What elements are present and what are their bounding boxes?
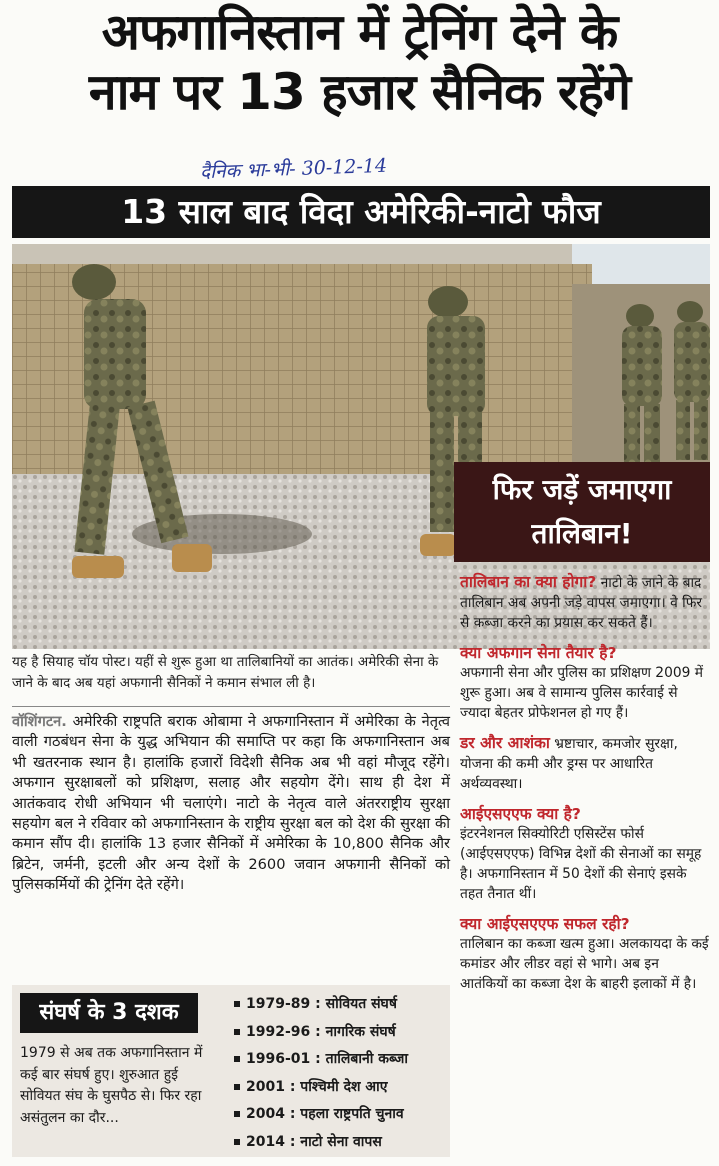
bullet-icon — [234, 1001, 240, 1007]
bullet-icon — [234, 1084, 240, 1090]
timeline-event: 2001 : पश्चिमी देश आए — [234, 1074, 446, 1102]
sidebar-question: आईएसएएफ क्या है? — [460, 805, 581, 823]
sidebar-item — [460, 733, 710, 794]
timeline-box — [12, 985, 450, 1157]
article-text: अमेरिकी राष्ट्रपति बराक ओबामा ने अफगानिस्तान में अमेरिका के नेतृत्व वाली गठबंधन सेना के युद्ध अभियान की समाप्ति पर कहा कि अफगानिस्तान अब भी खतरनाक स्थान है। हालांकि हजारों विदेशी सैनिक अब भी वहां मौजूद रहेंगे। अफगान सुरक्षाबलों को प्रशिक्षण, सलाह और सहयोग देंगे। साथ ही देश में आतंकवाद रोधी अभियान भी चलाएंगे। नाटो के नेतृत्व वाले अंतरराष्ट्रीय सुरक्षा सहयोग बल ने रविवार को अफगानिस्तान के राष्ट्रीय सुरक्षा बल को देश की सुरक्षा की कमान सौंप दी। हालांकि 13 हजार सैनिकों में अमेरिका के 10,800 सैनिक और ब्रिटेन, जर्मनी, इटली और अन्य देशों के 2600 जवान अफगानी सैनिकों को पुलिसकर्मियों की ट्रेनिंग देते रहेंगे। — [12, 713, 451, 894]
sidebar-answer: नाटो के जाने के बाद तालिबान अब अपनी जड़े वापस जमाएगा। वे फिर से कब्जा करने का प्रयास कर सकते हैं। — [460, 575, 703, 631]
subheadline-bar: 13 साल बाद विदा अमेरिकी-नाटो फौज — [12, 186, 710, 238]
sidebar-item — [460, 572, 710, 633]
sidebar-title-line-2: तालिबान! — [531, 517, 633, 550]
bullet-icon — [234, 1029, 240, 1035]
headline-line-1: अफगानिस्तान में ट्रेनिंग देने के — [101, 3, 618, 61]
sidebar-question: तालिबान का क्या होगा? — [460, 573, 597, 591]
bullet-icon — [234, 1139, 240, 1145]
bullet-icon — [234, 1056, 240, 1062]
headline-line-2: नाम पर 13 हजार सैनिक रहेंगे — [88, 63, 631, 121]
timeline-event: 1979-89 : सोवियत संघर्ष — [234, 991, 446, 1019]
timeline-events — [234, 991, 446, 1157]
sidebar-title-line-1: फिर जड़ें जमाएगा — [492, 473, 672, 506]
sidebar-answer: भ्रष्टाचार, कमजोर सुरक्षा, योजना की कमी और ड्रग्स पर आधारित अर्थव्यवस्था। — [460, 736, 678, 792]
sidebar-question: क्या अफगान सेना तैयार है? — [460, 644, 617, 662]
article-body — [12, 712, 450, 896]
photo-caption: यह है सियाह चॉय पोस्ट। यहीं से शुरू हुआ था तालिबानियों का आतंक। अमेरिकी सेना के जाने के बाद अब यहां अफगानी सैनिकों ने कमान संभाल ली है। — [12, 654, 439, 691]
sidebar-question: डर और आशंका — [460, 734, 550, 752]
sidebar-item — [460, 643, 710, 723]
headline — [0, 2, 719, 122]
sidebar-answer: अफगानी सेना और पुलिस का प्रशिक्षण 2009 में शुरू हुआ। अब वे सामान्य पुलिस कार्रवाई से ज्यादा बेहतर प्रोफेशनल हो गए हैं। — [460, 665, 704, 721]
bullet-icon — [234, 1111, 240, 1117]
timeline-event: 2014 : नाटो सेना वापस — [234, 1129, 446, 1157]
caption-divider — [12, 706, 450, 707]
sidebar-answer: इंटरनेशनल सिक्योरिटी एसिस्टेंस फोर्स (आईएसएएफ) विभिन्न देशों की सेनाओं का समूह है। अफगानिस्तान में 50 देशों की सेनाएं इसके तहत तैनात थीं। — [460, 826, 702, 902]
timeline-event: 1996-01 : तालिबानी कब्जा — [234, 1046, 446, 1074]
timeline-event: 1992-96 : नागरिक संघर्ष — [234, 1019, 446, 1047]
timeline-intro: 1979 से अब तक अफगानिस्तान में कई बार संघर्ष हुए। शुरुआत हुई सोवियत संघ के घुसपैठ से। फिर रहा असंतुलन का दौर... — [20, 1045, 203, 1126]
sidebar-question: क्या आईएसएएफ सफल रही? — [460, 915, 630, 933]
handwritten-note: दैनिक भा-भी- 30-12-14 — [199, 154, 388, 184]
sidebar-qa — [460, 572, 710, 1004]
timeline-event: 2004 : पहला राष्ट्रपति चुनाव — [234, 1101, 446, 1129]
timeline-title: संघर्ष के 3 दशक — [20, 993, 198, 1033]
sidebar-item — [460, 914, 710, 994]
sidebar-item — [460, 804, 710, 904]
sidebar-title-box — [454, 462, 710, 562]
article-dateline: वॉशिंगटन. — [12, 713, 67, 730]
sidebar-answer: तालिबान का कब्जा खत्म हुआ। अलकायदा के कई कमांडर और लीडर वहां से भागे। अब इन आतंकियों का कब्जा देश के बाहरी इलाकों में है। — [460, 936, 709, 992]
